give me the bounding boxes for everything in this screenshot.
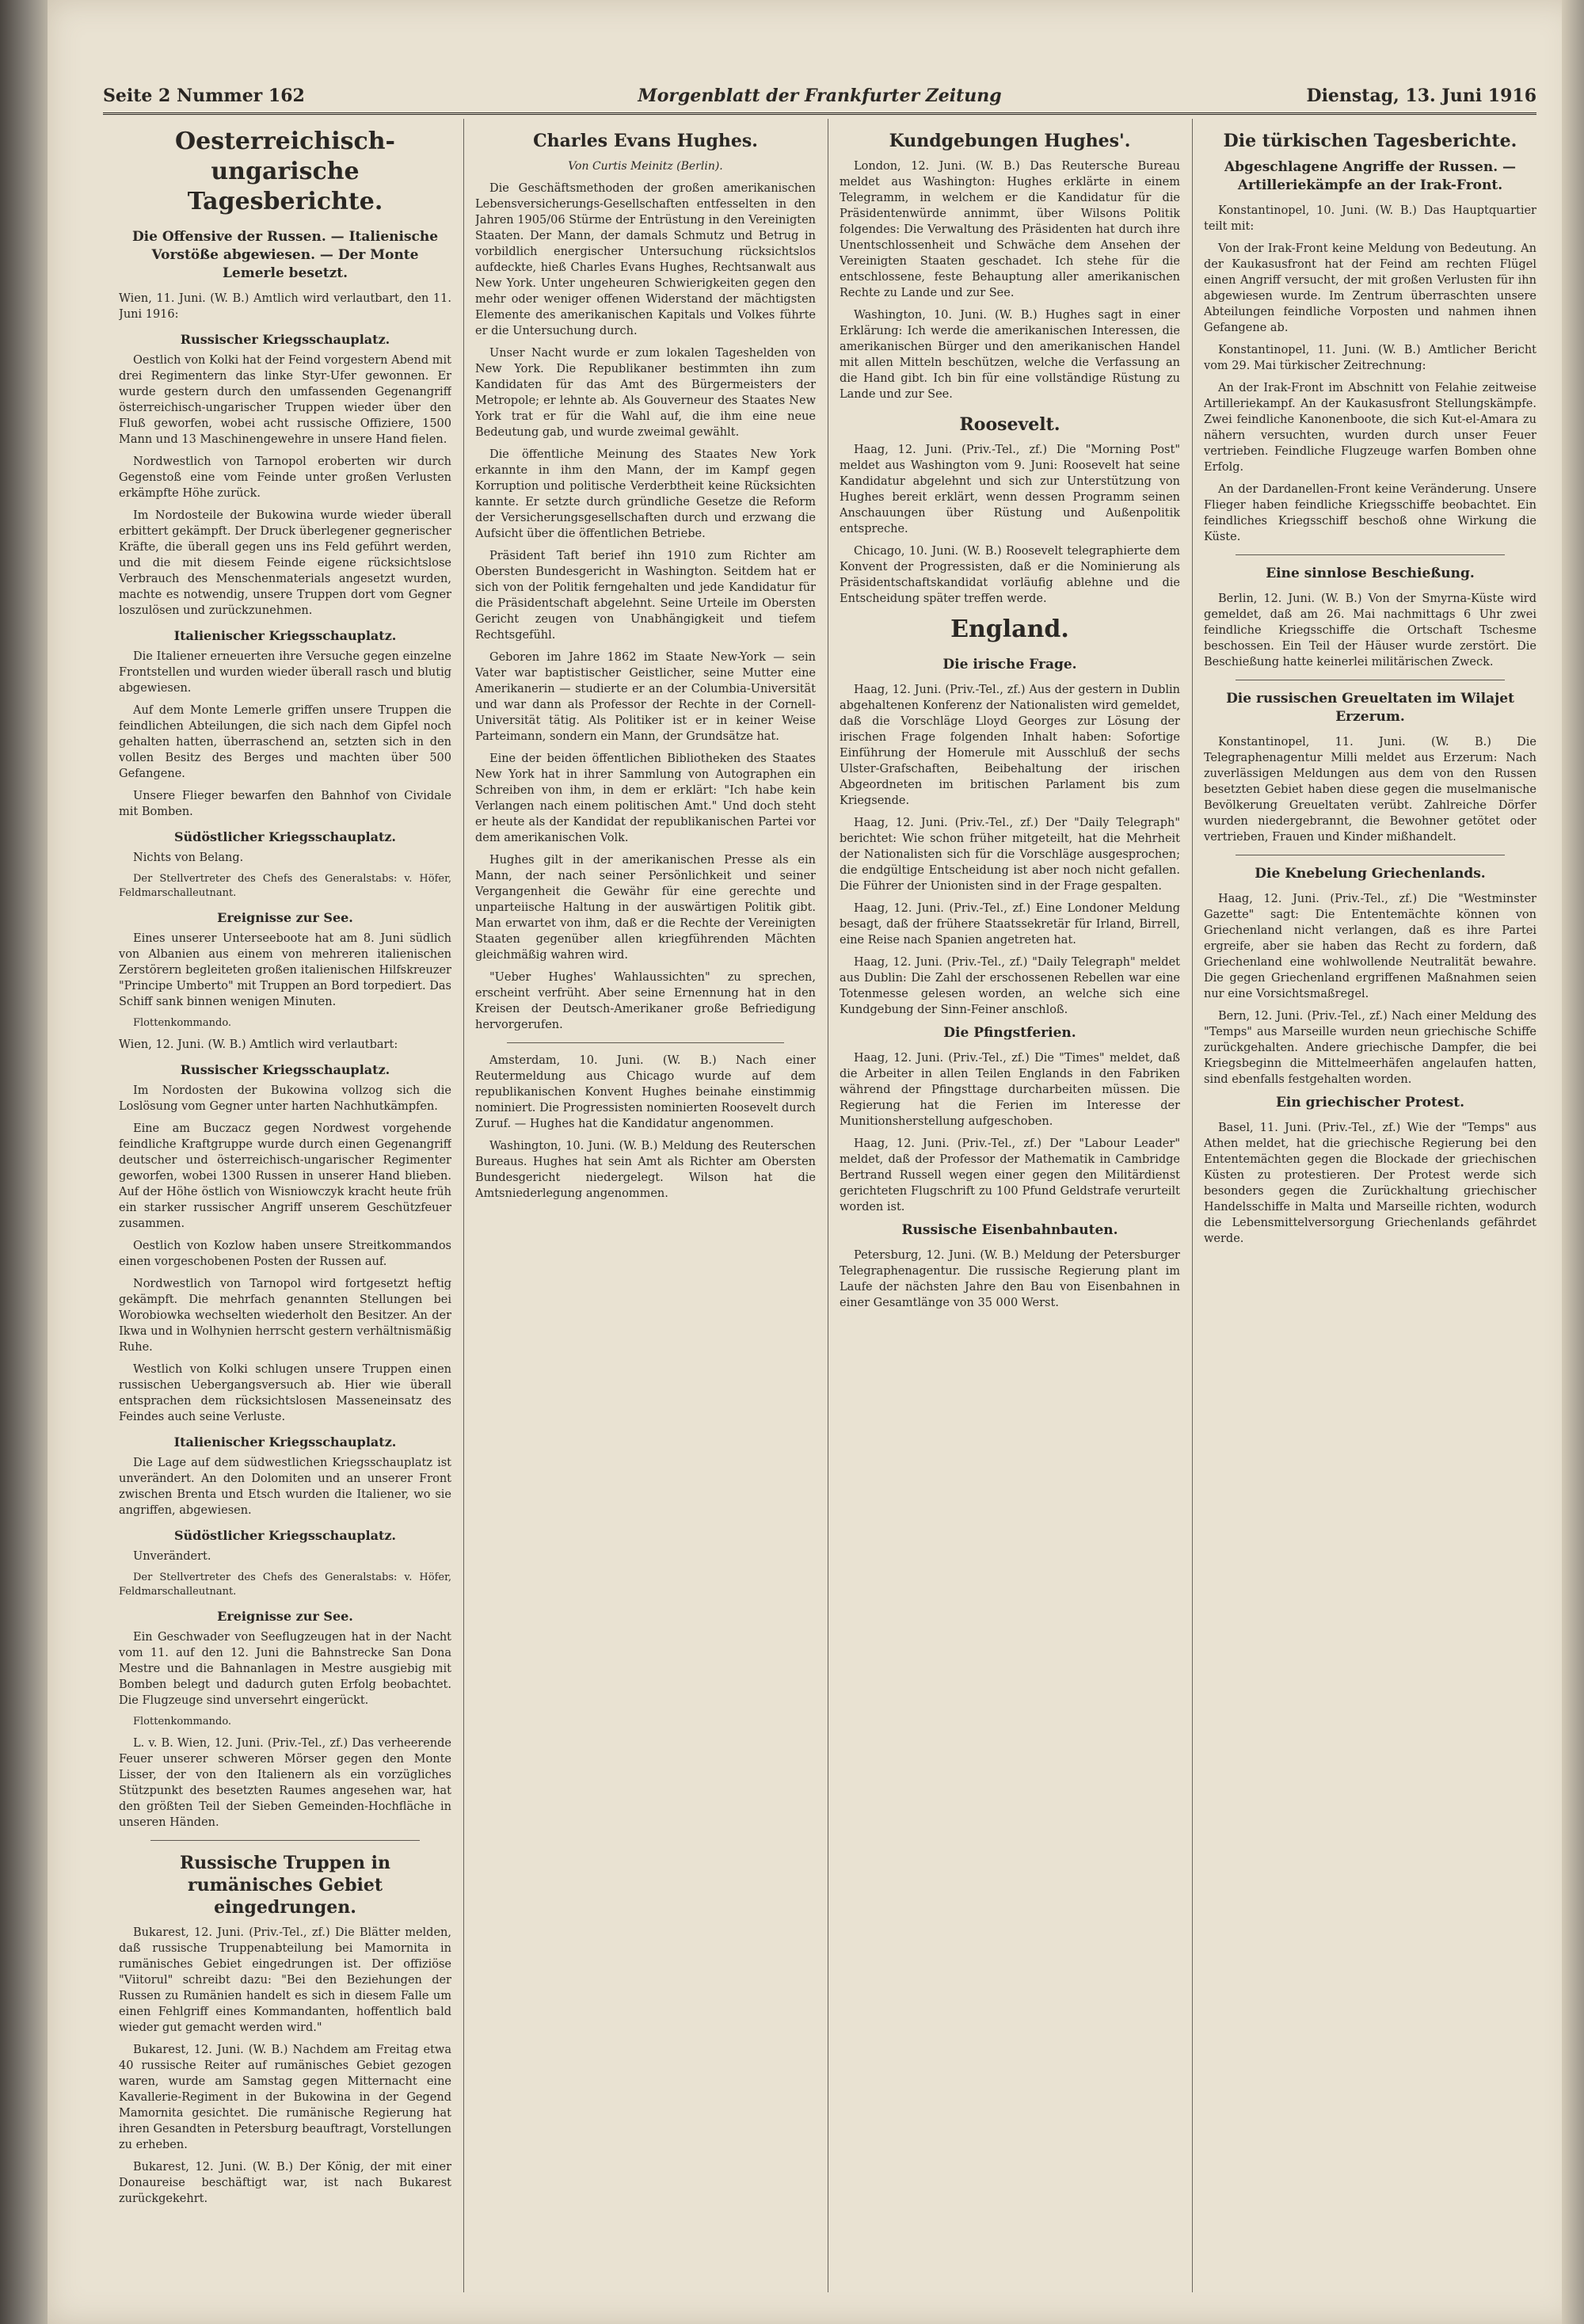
article-title: Eine sinnlose Beschießung.: [1266, 566, 1475, 581]
paragraph: "Ueber Hughes' Wahlaussichten" zu sprechen, erscheint verfrüht. Aber seine Ernennung hat in den Kreisen der Deutsch-Amerikaner große Befriedigung hervorgerufen.: [475, 971, 816, 1031]
article-title: Die türkischen Tagesberichte.: [1223, 131, 1517, 151]
article-title: Oesterreichisch-ungarische Tagesberichte.: [174, 128, 396, 215]
signature: Der Stellvertreter des Chefs des Generalstabs: v. Höfer, Feldmarschalleutnant.: [119, 1572, 451, 1598]
paragraph: Ein Geschwader von Seeflugzeugen hat in der Nacht vom 11. auf den 12. Juni die Bahnstrecke San Dona Mestre und die Bahnanlagen in Mestre ausgiebig mit Bomben belegt und dadurch guten Erfolg beobachtet. Die Flugzeuge sind unversehrt eingerückt.: [119, 1631, 451, 1707]
paragraph: Eines unserer Unterseeboote hat am 8. Juni südlich von Albanien aus einem von mehreren italienischen Zerstörern begleiteten großen italienischen Hilfskreuzer "Principe Umberto" mit Truppen an Bord torpediert. Das Schiff sank binnen wenigen Minuten.: [119, 932, 451, 1008]
article-subtitle: Russische Eisenbahnbauten.: [901, 1222, 1118, 1238]
paragraph: Nordwestlich von Tarnopol wird fortgesetzt heftig gekämpft. Die mehrfach genannten Stellungen bei Worobiowka wechselten wiederholt den Besitzer. An der Ikwa und in Wolhynien herrscht gestern verhältnismäßig Ruhe.: [119, 1278, 451, 1354]
paragraph: Die Italiener erneuerten ihre Versuche gegen einzelne Frontstellen und wurden wieder überall rasch und blutig abgewiesen.: [119, 650, 451, 695]
section-heading: Italienischer Kriegsschauplatz.: [173, 1434, 397, 1450]
paragraph: Eine am Buczacz gegen Nordwest vorgehende feindliche Kraftgruppe wurde durch einen Gegenangriff deutscher und österreichisch-ungarischer Regimenter geworfen, wobei 1300 Russen in unserer Hand blieben. Auf der Höhe östlich von Wisniowczyk kracht heute früh ein starker russischer Angriff unserem Geschützfeuer zusammen.: [119, 1122, 451, 1230]
section-heading: Russischer Kriegsschauplatz.: [180, 332, 390, 347]
dateline: Wien, 12. Juni. (W. B.) Amtlich wird verlautbart:: [119, 1038, 398, 1051]
paragraph: Haag, 12. Juni. (Priv.-Tel., zf.) Eine Londoner Meldung besagt, daß der frühere Staatssekretär für Irland, Birrell, eine Reise nach Spanien angetreten hat.: [840, 902, 1180, 947]
article-title: Die Knebelung Griechenlands.: [1255, 866, 1486, 882]
paragraph: Unser Nacht wurde er zum lokalen Tageshelden von New York. Die Republikaner bestimmten ihn zum Kandidaten für das Amt des Bürgermeisters der Metropole; er lehnte ab. Als Gouverneur des Staates New York trat er für die Wahl auf, die ihm eine neue Bedeutung gab, und wurde zweimal gewählt.: [475, 347, 816, 439]
paragraph: Unsere Flieger bewarfen den Bahnhof von Cividale mit Bomben.: [119, 790, 451, 818]
paragraph: Bukarest, 12. Juni. (W. B.) Der König, der mit einer Donaureise beschäftigt war, ist nach Bukarest zurückgekehrt.: [119, 2161, 451, 2205]
section-heading: Ereignisse zur See.: [217, 910, 353, 925]
paragraph: Berlin, 12. Juni. (W. B.) Von der Smyrna-Küste wird gemeldet, daß am 26. Mai nachmittags 6 Uhr zwei feindliche Kriegsschiffe die Ortschaft Tschesme beschossen. Ein Teil der Häuser wurde zerstört. Die Beschießung hatte keinerlei militärischen Zweck.: [1204, 592, 1536, 669]
paragraph: Eine der beiden öffentlichen Bibliotheken des Staates New York hat in ihrer Sammlung von Autographen ein Schreiben von ihm, in dem er erklärt: "Ich habe kein Verlangen nach einem politischen Amt." Und doch steht er heute als der Kandidat der republikanischen Partei vor dem amerikanischen Volk.: [475, 752, 816, 844]
paragraph: Konstantinopel, 10. Juni. (W. B.) Das Hauptquartier teilt mit:: [1204, 204, 1536, 233]
paragraph: Hughes gilt in der amerikanischen Presse als ein Mann, der nach seiner Persönlichkeit und seiner Vergangenheit die Gewähr für eine gerechte und unparteiische Haltung in der auswärtigen Politik gibt. Man erwartet von ihm, daß er die Rechte der Vereinigten Staaten gegenüber allen kriegführenden Mächten gleichmäßig wahren wird.: [475, 854, 816, 962]
paragraph: Haag, 12. Juni. (Priv.-Tel., zf.) Aus der gestern in Dublin abgehaltenen Konferenz der Nationalisten wird gemeldet, daß die Vorschläge Lloyd Georges zur Lösung der irischen Frage folgenden Inhalt haben: Sofortige Einführung der Homerule mit Ausschluß der sechs Ulster-Grafschaften, Beibehaltung der irischen Abgeordneten im britischen Parlament bis zum Kriegsende.: [840, 684, 1180, 807]
header-rule: [103, 112, 1536, 115]
paragraph: Haag, 12. Juni. (Priv.-Tel., zf.) Die "Morning Post" meldet aus Washington vom 9. Juni: Roosevelt hat seine Kandidatur abgelehnt und sich zur Unterstützung von Hughes bereit erklärt, wenn dessen Programm seinen Anschauungen über Rüstung und Außenpolitik entspreche.: [840, 444, 1180, 535]
column-separator: [1192, 119, 1193, 2292]
section-heading: Südöstlicher Kriegsschauplatz.: [173, 829, 396, 844]
divider: [507, 1042, 784, 1043]
paragraph: Im Nordosten der Bukowina vollzog sich die Loslösung vom Gegner unter harten Nachhutkämpfen.: [119, 1084, 451, 1113]
paragraph: Haag, 12. Juni. (Priv.-Tel., zf.) Die "Times" meldet, daß die Arbeiter in allen Teilen Englands in den Fabriken während der Pfingsttage durcharbeiten müssen. Die Regierung hat die Ferien im Interesse der Munitionsherstellung aufgeschoben.: [840, 1052, 1180, 1128]
paragraph: Bukarest, 12. Juni. (W. B.) Nachdem am Freitag etwa 40 russische Reiter auf rumänisches Gebiet gezogen waren, wurde am Samstag gegen Mitternacht eine Kavallerie-Regiment in der Bukowina in der Gegend Mamornita gesichtet. Die rumänische Regierung hat ihren Gesandten in Petersburg beauftragt, Vorstellungen zu erheben.: [119, 2044, 451, 2151]
divider: [150, 1840, 420, 1841]
section-heading: Südöstlicher Kriegsschauplatz.: [173, 1528, 396, 1543]
paragraph: Konstantinopel, 11. Juni. (W. B.) Die Telegraphenagentur Milli meldet aus Erzerum: Nach zuverlässigen Meldungen aus dem von den Russen besetzten Gebiet haben diese gegen die muselmanische Bevölkerung Greueltaten verübt. Zahlreiche Dörfer wurden niedergebrannt, die Bewohner getötet oder vertrieben, Frauen und Kinder mißhandelt.: [1204, 736, 1536, 844]
article-title: Charles Evans Hughes.: [533, 131, 758, 151]
signature: Der Stellvertreter des Chefs des Generalstabs: v. Höfer, Feldmarschalleutnant.: [119, 873, 451, 899]
paragraph: Nichts von Belang.: [133, 851, 244, 864]
paragraph: Die Lage auf dem südwestlichen Kriegsschauplatz ist unverändert. An den Dolomiten und an unserer Front zwischen Brenta und Etsch wurden die Italiener, wo sie angriffen, abgewiesen.: [119, 1457, 451, 1517]
paragraph: London, 12. Juni. (W. B.) Das Reutersche Bureau meldet aus Washington: Hughes erklärte in einem Telegramm, in welchem er die Kandidatur für die Präsidentenwürde annimmt, über Wilsons Politik folgendes: Die Verwaltung des Präsidenten hat durch ihre Unentschlossenheit und Schwäche dem Ansehen der Vereinigten Staaten geschadet. Ich stehe für die entschlossene, feste Behauptung aller amerikanischen Rechte zu Lande und zur See.: [840, 160, 1180, 299]
section-heading: Italienischer Kriegsschauplatz.: [173, 628, 397, 643]
paragraph: Auf dem Monte Lemerle griffen unsere Truppen die feindlichen Abteilungen, die sich nach dem Gipfel noch gehalten hatten, überraschend an, setzten sich in den vollen Besitz des Berges und machten über 500 Gefangene.: [119, 704, 451, 780]
paragraph: Bern, 12. Juni. (Priv.-Tel., zf.) Nach einer Meldung des "Temps" aus Marseille wurden neun griechische Schiffe zurückgehalten. Andere griechische Dampfer, die bei Kriegsbeginn die Mittelmeerhäfen angelaufen hatten, sind ebenfalls festgehalten worden.: [1204, 1010, 1536, 1086]
article-subtitle: Die Offensive der Russen. — Italienische Vorstöße abgewiesen. — Der Monte Lemerle besetzt.: [131, 229, 439, 281]
paragraph: Petersburg, 12. Juni. (W. B.) Meldung der Petersburger Telegraphenagentur. Die russische Regierung plant im Laufe der nächsten Jahre den Bau von Eisenbahnen in einer Gesamtlänge von 35 000 Werst.: [840, 1249, 1180, 1309]
column-1: [119, 119, 451, 2292]
article-title: Die russischen Greueltaten im Wilajet Erzerum.: [1226, 691, 1514, 725]
paragraph: An der Dardanellen-Front keine Veränderung. Unsere Flieger haben feindliche Kriegsschiffe beobachtet. Ein feindliches Kriegsschiff beschoß ohne Wirkung die Küste.: [1204, 483, 1536, 543]
paragraph: Oestlich von Kozlow haben unsere Streitkommandos einen vorgeschobenen Posten der Russen auf.: [119, 1240, 451, 1268]
article-subtitle: Die irische Frage.: [942, 657, 1077, 672]
article-title: Ein griechischer Protest.: [1275, 1095, 1465, 1111]
article-subtitle: Abgeschlagene Angriffe der Russen. — Artilleriekämpfe an der Irak-Front.: [1224, 159, 1517, 193]
article-title: Kundgebungen Hughes'.: [889, 131, 1131, 151]
paragraph: Von der Irak-Front keine Meldung von Bedeutung. An der Kaukasusfront hat der Feind am rechten Flügel einen Angriff versucht, der mit großen Verlusten für ihn abgewiesen wurde. Im Zentrum überraschten unsere Abteilungen feindliche Vorposten und nahmen ihnen Gefangene ab.: [1204, 242, 1536, 334]
paragraph: Haag, 12. Juni. (Priv.-Tel., zf.) "Daily Telegraph" meldet aus Dublin: Die Zahl der erschossenen Rebellen war eine Totenmesse gelesen worden, an welche sich eine Kundgebung der Sinn-Feiner anschloß.: [840, 956, 1180, 1016]
paragraph: Haag, 12. Juni. (Priv.-Tel., zf.) Die "Westminster Gazette" sagt: Die Ententemächte können von Griechenland nicht verlangen, daß es ihre Partei ergreife, aber sie haben das Recht zu fordern, daß Griechenland eine wohlwollende Neutralität bewahre. Die gegen Griechenland ergriffenen Maßnahmen seien nur eine Vorsichtsmaßregel.: [1204, 893, 1536, 1000]
article-title: Roosevelt.: [959, 414, 1060, 435]
paragraph: Geboren im Jahre 1862 im Staate New-York — sein Vater war baptistischer Geistlicher, seine Mutter eine Amerikanerin — studierte er an der Columbia-Universität und war dann als Professor der Rechte in der Cornell-Universität tätig. Als Politiker ist er in keiner Weise Parteimann, sondern ein Mann, der Grundsätze hat.: [475, 651, 816, 743]
paragraph: Im Nordosteile der Bukowina wurde wieder überall erbittert gekämpft. Der Druck überlegener gegnerischer Kräfte, die überall gegen uns ins Feld geführt werden, und die mit diesem Feinde eigene rücksichtslose Verbrauch des Menschenmaterials angesetzt wurden, machte es notwendig, unsere Truppen dort vom Gegner loszulösen und zurückzunehmen.: [119, 509, 451, 617]
byline: Von Curtis Meinitz (Berlin).: [568, 160, 723, 173]
signature: Flottenkommando.: [133, 1017, 232, 1029]
paragraph: Präsident Taft berief ihn 1910 zum Richter am Obersten Bundesgericht in Washington. Seitdem hat er sich von der Politik ferngehalten und jede Kandidatur für die Präsidentschaft abgelehnt. Seine Urteile im Obersten Gericht zeugen von Unabhängigkeit und tiefem Rechtsgefühl.: [475, 550, 816, 642]
page-edge: [1562, 0, 1584, 2324]
paragraph: Unverändert.: [133, 1550, 211, 1563]
book-binding: [0, 0, 48, 2324]
paragraph: An der Irak-Front im Abschnitt von Felahie zeitweise Artilleriekampf. An der Kaukasusfront Stellungskämpfe. Zwei feindliche Kanonenboote, die sich Kut-el-Amara zu nähern versuchten, wurden durch unser Feuer vertrieben. Feindliche Flugzeuge warfen Bomben ohne Erfolg.: [1204, 382, 1536, 474]
paragraph: Die öffentliche Meinung des Staates New York erkannte in ihm den Mann, der im Kampf gegen Korruption und politische Verderbtheit keine Rücksichten kannte. Er setzte durch gründliche Gesetze die Reform der Versicherungsgesellschaften durch und erzwang die Aufsicht über die öffentlichen Betriebe.: [475, 448, 816, 540]
divider: [1236, 554, 1505, 555]
paragraph: Westlich von Kolki schlugen unsere Truppen einen russischen Uebergangsversuch ab. Hier wie überall entsprachen dem rücksichtslosen Masseneinsatz des Feindes auch seine Verluste.: [119, 1363, 451, 1423]
paragraph: Haag, 12. Juni. (Priv.-Tel., zf.) Der "Labour Leader" meldet, daß der Professor der Mathematik in Cambridge Bertrand Russell wegen einer gegen den Militärdienst gerichteten Flugschrift zu 100 Pfund Geldstrafe verurteilt worden ist.: [840, 1137, 1180, 1213]
paragraph: Washington, 10. Juni. (W. B.) Meldung des Reuterschen Bureaus. Hughes hat sein Amt als Richter am Obersten Bundesgericht niedergelegt. Wilson hat die Amtsniederlegung angenommen.: [475, 1140, 816, 1200]
paragraph: Die Geschäftsmethoden der großen amerikanischen Lebensversicherungs-Gesellschaften entfesselten in den Jahren 1905/06 Stürme der Entrüstung in den Vereinigten Staaten. Der Mann, der damals Schmutz und Betrug in vorbildlich energischer Untersuchung rücksichtslos aufdeckte, hieß Charles Evans Hughes, Rechtsanwalt aus New York. Unter ungeheuren Schwierigkeiten gegen den mehr oder weniger offenen Widerstand der mächtigsten Elemente des amerikanischen Kapitals und Volkes führte er die Untersuchung durch.: [475, 182, 816, 337]
paragraph: Chicago, 10. Juni. (W. B.) Roosevelt telegraphierte dem Konvent der Progressisten, daß er die Nominierung als Präsidentschaftskandidat vorläufig ablehne und die Entscheidung später treffen werde.: [840, 545, 1180, 605]
page-number: Seite 2 Nummer 162: [103, 86, 305, 106]
paragraph: Konstantinopel, 11. Juni. (W. B.) Amtlicher Bericht vom 29. Mai türkischer Zeitrechnung:: [1204, 344, 1536, 372]
column-3: [840, 119, 1180, 2292]
page-header: [103, 86, 1536, 109]
issue-date: Dienstag, 13. Juni 1916: [1306, 86, 1536, 106]
paragraph: Haag, 12. Juni. (Priv.-Tel., zf.) Der "Daily Telegraph" berichtet: Wie schon früher mitgeteilt, hat die Mehrheit der Nationalisten sich für die Vorschläge ausgesprochen; die endgültige Entscheidung ist aber noch nicht gefallen. Die Führer der Unionisten sind in der Frage gespalten.: [840, 817, 1180, 893]
paragraph: L. v. B. Wien, 12. Juni. (Priv.-Tel., zf.) Das verheerende Feuer unserer schweren Mörser gegen den Monte Lisser, der von den Italienern als ein vorzügliches Stützpunkt des besetzten Raumes angesehen war, hat den größten Teil der Sieben Gemeinden-Hochfläche in unseren Händen.: [119, 1737, 451, 1829]
section-heading: Ereignisse zur See.: [217, 1609, 353, 1624]
column-separator: [463, 119, 464, 2292]
paragraph: Washington, 10. Juni. (W. B.) Hughes sagt in einer Erklärung: Ich werde die amerikanischen Interessen, die amerikanischen Bürger und den amerikanischen Handel mit allen Mitteln beschützen, welche die Verfassung an die Hand gibt. Ich bin für eine vollständige Rüstung zu Lande und zur See.: [840, 309, 1180, 401]
paragraph: Amsterdam, 10. Juni. (W. B.) Nach einer Reutermeldung aus Chicago wurde auf dem republikanischen Konvent Hughes beinahe einstimmig nominiert. Die Progressisten nominierten Roosevelt durch Zuruf. — Hughes hat die Kandidatur angenommen.: [475, 1054, 816, 1130]
paragraph: Basel, 11. Juni. (Priv.-Tel., zf.) Wie der "Temps" aus Athen meldet, hat die griechische Regierung bei den Ententemächten gegen die Blockade der griechischen Küsten zu protestieren. Der Protest werde sich besonders gegen die Zurückhaltung griechischer Handelsschiffe in Malta und Marseille richten, wodurch die Lebensmittelversorgung Griechenlands gefährdet werde.: [1204, 1122, 1536, 1245]
paragraph: Bukarest, 12. Juni. (Priv.-Tel., zf.) Die Blätter melden, daß russische Truppenabteilung bei Mamornita in rumänisches Gebiet eingedrungen ist. Der offiziöse "Viitorul" schreibt dazu: "Bei den Beziehungen der Russen zu Rumänien handelt es sich in diesem Falle um einen Fehlgriff eines Kommandanten, hoffentlich bald wieder gut gemacht werden wird.": [119, 1926, 451, 2034]
column-4: [1204, 119, 1536, 2292]
section-heading: Russischer Kriegsschauplatz.: [180, 1062, 390, 1077]
signature: Flottenkommando.: [133, 1716, 232, 1728]
dateline: Wien, 11. Juni. (W. B.) Amtlich wird verlautbart, den 11. Juni 1916:: [119, 292, 451, 321]
article-subtitle: Die Pfingstferien.: [943, 1025, 1076, 1041]
article-title: Russische Truppen in rumänisches Gebiet eingedrungen.: [180, 1853, 390, 1918]
column-2: [475, 119, 816, 2292]
newspaper-name: Morgenblatt der Frankfurter Zeitung: [638, 86, 1002, 106]
paragraph: Nordwestlich von Tarnopol eroberten wir durch Gegenstoß eine vom Feinde unter großen Verlusten erkämpfte Höhe zurück.: [119, 455, 451, 500]
section-title: England.: [950, 615, 1069, 643]
paragraph: Oestlich von Kolki hat der Feind vorgestern Abend mit drei Regimentern das linke Styr-Ufer gewonnen. Er wurde gestern durch den umfassenden Gegenangriff österreichisch-ungarischer Truppen wieder über den Fluß geworfen, wobei acht russische Offiziere, 1500 Mann und 13 Maschinengewehre in unsere Hand fielen.: [119, 354, 451, 446]
